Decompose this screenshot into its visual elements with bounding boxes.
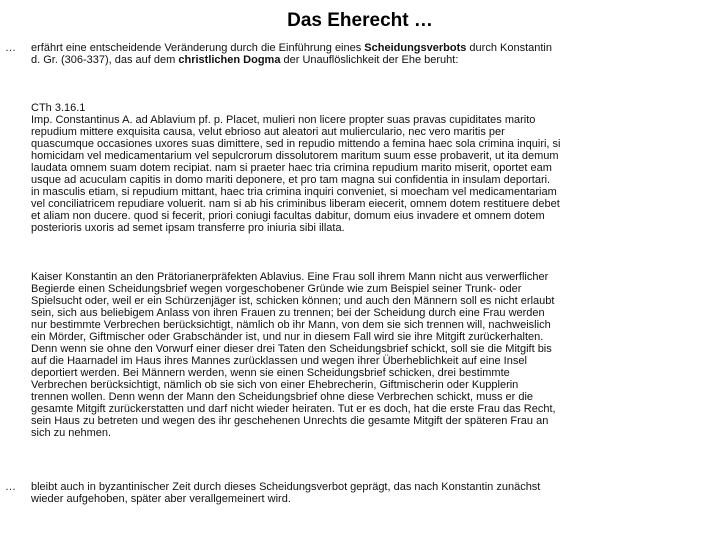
latin-line: homicidam vel medicamentarium vel sepulcrorum dissolutorem maritum suum esse probaverit, ut ita demum: [31, 150, 559, 162]
translation-line: Spielsucht oder, weil er ein Schürzenjäger ist, schicken können; und auch den Männern soll es nicht erlaubt: [31, 295, 555, 307]
translation-line: Denn wenn sie ohne den Vorwurf einer dieser drei Taten den Scheidungsbrief schickt, soll sie die Mitgift bis: [31, 343, 552, 355]
translation-line: sein Haus zu betreten und wegen des ihr geschehenen Unrechts die gesamte Mitgift der späteren Frau an: [31, 415, 549, 427]
translation-line: Kaiser Konstantin an den Prätorianerpräfekten Ablavius. Eine Frau soll ihrem Mann nicht aus verwerflicher: [31, 271, 549, 283]
translation-line: sein, sich aus beliebigem Anlass von ihren Frauen zu trennen; bei der Scheidung durch eine Frau werden: [31, 307, 545, 319]
ellipsis-bullet-icon: …: [5, 42, 16, 54]
translation-line: deportiert werden. Bei Männern werden, wenn sie einen Scheidungsbrief schicken, drei bestimmte: [31, 367, 510, 379]
latin-line: posterioris uxoris ad semet ipsam transferre pro iniuria sibi illata.: [31, 222, 345, 234]
latin-line: vel conciliatricem repudiare voluerit. nam si ab his criminibus liberam eiecerit, omnem dotem restituere debet: [31, 198, 560, 210]
translation-line: gesamte Mitgift zurückerstatten und darf nicht wieder heiraten. Tut er es doch, hat die erste Frau das Recht,: [31, 403, 556, 415]
translation-line: nur bestimmte Verbrechen berücksichtigt, nämlich ob ihr Mann, von dem sie sich trennen will, nachweislich: [31, 319, 551, 331]
scheidungsverbot-term: Scheidungsverbots: [364, 42, 467, 54]
translation-line: trennen wollen. Denn wenn der Mann den Scheidungsbrief ohne diese Verbrechen schickt, muss er die: [31, 391, 534, 403]
intro-line: d. Gr. (306-337), das auf dem christlichen Dogma der Unauflöslichkeit der Ehe beruht:: [31, 54, 459, 66]
intro-text: [31, 42, 709, 66]
christliches-dogma-term: christlichen Dogma: [178, 54, 281, 66]
translation-line: auf die Haarnadel im Haus ihres Mannes zurücklassen und wegen ihrer Überheblichkeit auf eine Insel: [31, 355, 527, 367]
page-title: Das Eherecht …: [287, 10, 433, 31]
translation-line: ein Mörder, Giftmischer oder Grabschänder ist, und nur in diesem Fall wird sie ihre Mitgift zurückerhalten.: [31, 331, 544, 343]
latin-line: repudium mittere exquisita causa, velut ebrioso aut aleatori aut mulierculario, nec vero maritis per: [31, 126, 505, 138]
latin-line: laudata omnem suam dotem recipiat. nam si praeter haec tria crimina repudium marito miserit, oportet eam: [31, 162, 552, 174]
latin-source-text: [31, 102, 709, 234]
latin-line: in masculis etiam, si repudium mittant, haec tria crimina inquiri conveniet, si moecham vel medicamentariam: [31, 186, 557, 198]
translation-line: sich zu nehmen.: [31, 427, 112, 439]
ellipsis-bullet-icon: …: [5, 481, 16, 493]
translation-line: Begierde einen Scheidungsbrief wegen vorgeschobener Gründe wie zum Beispiel seiner Trunk- oder: [31, 283, 522, 295]
conclusion-text: [31, 481, 709, 505]
latin-line: quascumque occasiones uxores suas dimittere, sed in repudio mittendo a femina haec sola crimina inquiri, si: [31, 138, 561, 150]
intro-line: erfährt eine entscheidende Veränderung durch die Einführung eines Scheidungsverbots durch Konstantin: [31, 42, 552, 54]
conclusion-line: bleibt auch in byzantinischer Zeit durch dieses Scheidungsverbot geprägt, das nach Konstantin zunächst: [31, 481, 541, 493]
conclusion-line: wieder aufgehoben, später aber verallgemeinert wird.: [31, 493, 291, 505]
latin-line: CTh 3.16.1: [31, 102, 86, 114]
latin-line: usque ad acuculam capitis in domo mariti deponere, et pro tam magna sui confidentia in insulam deportari.: [31, 174, 551, 186]
latin-line: Imp. Constantinus A. ad Ablavium pf. p. Placet, mulieri non licere propter suas pravas cupiditates marito: [31, 114, 536, 126]
latin-line: et aliam non ducere. quod si fecerit, priori coniugi facultas dabitur, domum eius invadere et omnem dotem: [31, 210, 545, 222]
translation-line: Verbrechen berücksichtigt, nämlich ob sie sich von einer Ehebrecherin, Giftmischerin oder Kupplerin: [31, 379, 519, 391]
german-translation-text: [31, 271, 709, 439]
